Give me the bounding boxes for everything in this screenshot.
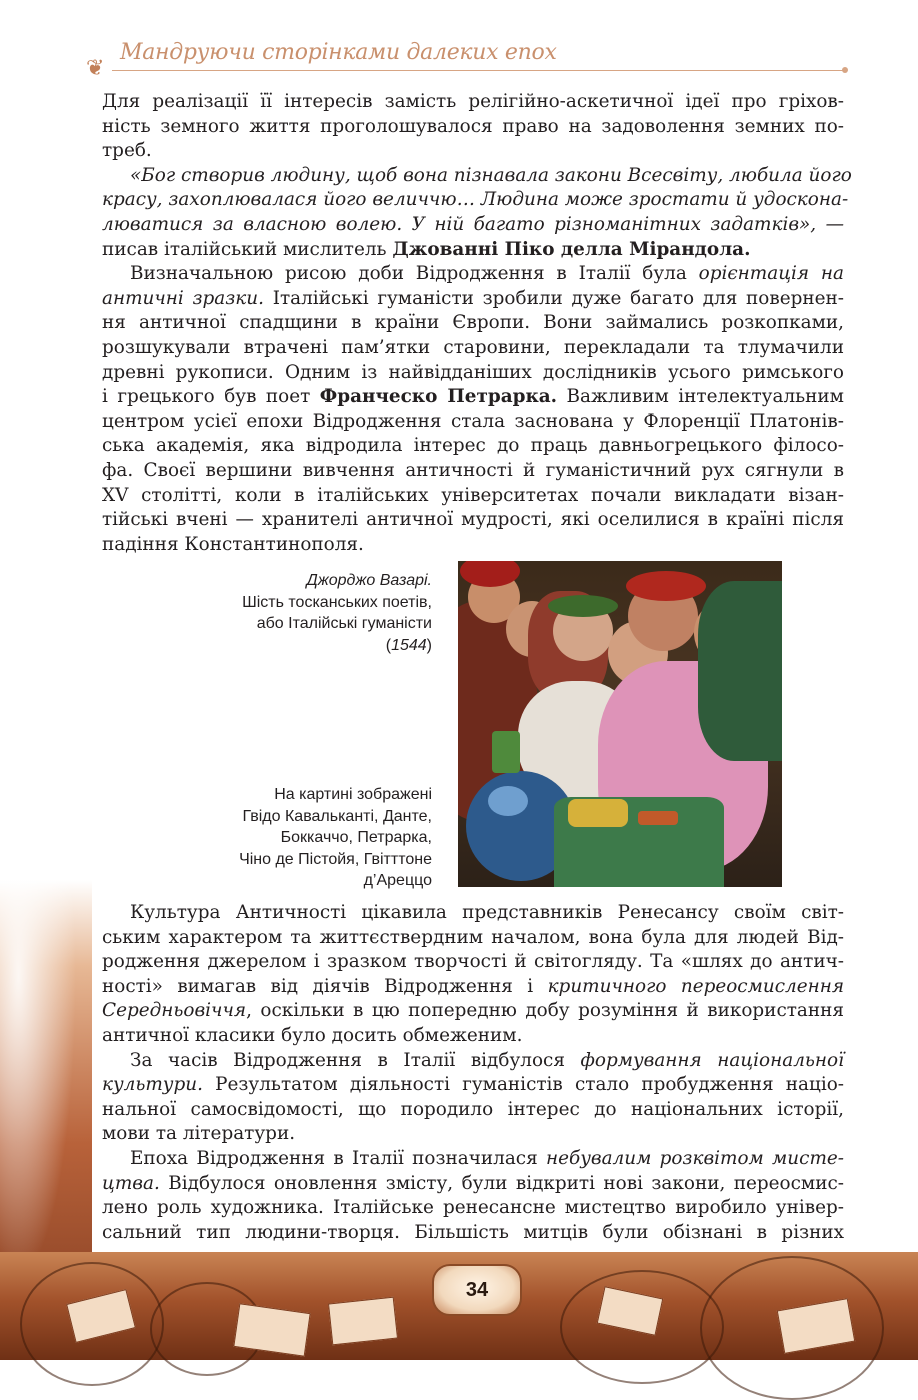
text-line: мови та літератури. [102,1123,296,1145]
text-line: писав італійський мислитель Джованні Піко делла Мірандола. [102,238,751,260]
text-line: треб. [102,140,152,162]
quote-line: «Бог створив людину, щоб вона пізнавала закони Всесвіту, любила його [130,164,852,186]
header-rule [112,70,846,71]
text-line: Визначальною рисою доби Відродження в Італії була орієнтація на [130,263,844,285]
text-line: ності» вимагав від діячів Відродження і критичного переосмислення [102,975,844,997]
text-line: розшукували втрачені пам’ятки старовини, перекладали та тлумачили [102,336,844,358]
caption-line: Чіно де Пістойя, Гвітттоне [239,850,432,868]
text-line: Епоха Відродження в Італії позначилася небувалим розквітом мисте- [130,1147,844,1169]
text-line: центром усієї епохи Відродження стала заснована у Флоренції Платонів- [102,410,844,432]
text-line: ність земного життя проголошувалося право на задоволення земних по- [102,115,844,137]
painting-caption-title [170,570,432,656]
painting-image [458,561,782,887]
person-name: Франческо Петрарка. [319,386,558,408]
painting-title-line: Шість тосканських поетів, [242,593,432,611]
text-line: ським характером та життєствердним началом, вона була для людей Від- [102,926,844,948]
text-line: сальний тип людини-творця. Більшість митців були обізнані в різних [102,1221,844,1243]
page-number: 34 [432,1264,522,1316]
header-title: Мандруючи сторінками далеких епох [120,40,557,65]
painting-author: Джорджо Вазарі. [306,572,432,589]
quote-line: красу, захоплювалася його величчю… Людина може зростати й удоскона- [102,189,849,211]
text-line: ня античної спадщини в країни Європи. Вони займались розкопками, [102,312,844,334]
text-line: родження джерелом і зразком творчості й світогляду. Та «шлях до антич- [102,951,844,973]
caption-line: Гвідо Кавальканті, Данте, [242,807,432,825]
text-line: і грецького був поет Франческо Петрарка. Важливим інтелектуальним [102,386,844,408]
text-line: XV столітті, коли в італійських університетах почали викладати візан- [102,484,844,506]
fleuron-ornament-icon: ❦ [86,56,105,81]
text-line: Для реалізації її інтересів замість релігійно-аскетичної ідеї про гріхов- [102,91,844,112]
caption-line: д’Ареццо [363,872,432,889]
painting-title-line: або Італійські гуманісти [256,615,432,632]
painting-caption-figures [170,784,432,892]
running-header [86,36,846,82]
painting-year: (1544) [385,636,432,654]
text-line: За часів Відродження в Італії відбулося формування національної [130,1049,844,1071]
person-name: Джованні Піко делла Мірандола. [392,238,751,260]
text-line: падіння Константинополя. [102,533,364,555]
quote-line: люватися за власною волею. У ній багато різноманітних задатків», — [102,213,844,235]
body-text-top [102,90,852,557]
text-line: Культура Античності цікавила представників Ренесансу своїм світ- [130,902,844,923]
text-line: древні рукописи. Одним із найвідданіших дослідників усього римського [102,361,844,383]
text-line: лено роль художника. Італійське ренесансне мистецтво виробило універ- [102,1197,844,1219]
caption-line: На картині зображені [274,786,432,803]
text-line: тійські вчені — хранителі античної мудрості, які оселилися в країні після [102,509,844,531]
caption-line: Боккаччо, Петрарка, [280,829,432,846]
header-rule-end-dot [842,67,848,73]
text-line: Середньовіччя, оскільки в цю попередню добу розуміння й використання [102,1000,844,1022]
text-line: цтва. Відбулося оновлення змісту, були відкриті нові закони, переосмис- [102,1172,844,1194]
text-line: нальної самосвідомості, що породило інтерес до національних історії, [102,1098,844,1120]
text-line: античної класики було досить обмеженим. [102,1024,523,1046]
body-text-bottom [102,901,844,1245]
text-line: культури. Результатом діяльності гуманістів стало пробудження націо- [102,1074,844,1096]
text-line: фа. Своєї вершини вивчення античності й гуманістичний рух сягнули в [102,459,844,481]
text-line: ська академія, яка відродила інтерес до праць давньогрецького філосо- [102,435,844,457]
text-line: античні зразки. Італійські гуманісти зробили дуже багато для повернен- [102,287,844,309]
